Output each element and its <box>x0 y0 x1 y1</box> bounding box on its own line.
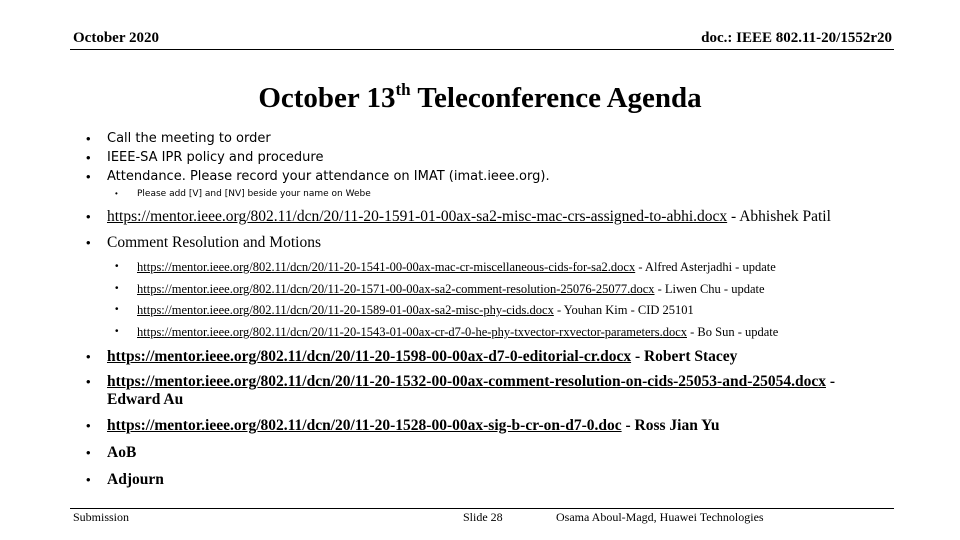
document-link[interactable]: https://mentor.ieee.org/802.11/dcn/20/11-20-1528-00-00ax-sig-b-cr-on-d7-0.doc <box>107 417 622 434</box>
agenda-item-text: Comment Resolution and Motions <box>107 234 321 251</box>
bullet-icon: • <box>86 235 91 250</box>
bullet-icon: • <box>115 326 119 337</box>
document-link[interactable]: https://mentor.ieee.org/802.11/dcn/20/11-20-1541-00-00ax-mac-cr-miscellaneous-cids-for-sa2.docx <box>137 260 636 274</box>
agenda-item-text: AoB <box>107 444 137 461</box>
agenda-item-text <box>137 282 765 297</box>
bullet-icon: • <box>86 150 91 165</box>
header-date: October 2020 <box>73 30 159 46</box>
bullet-icon: • <box>86 209 91 224</box>
presenter-label: - Edward Au <box>107 373 836 408</box>
footer-rule <box>70 508 894 509</box>
bullet-icon: • <box>115 283 119 294</box>
bullet-icon: • <box>115 261 119 272</box>
document-link[interactable]: https://mentor.ieee.org/802.11/dcn/20/11-20-1598-00-00ax-d7-0-editorial-cr.docx <box>107 348 632 365</box>
agenda-item-text <box>137 260 776 275</box>
agenda-item-text <box>107 348 737 366</box>
agenda-item-text <box>107 208 831 226</box>
agenda-item-text: Please add [V] and [NV] beside your name on Webe <box>137 189 371 199</box>
title-rest: Teleconference Agenda <box>410 82 702 114</box>
agenda-item-text <box>107 373 887 409</box>
bullet-icon: • <box>86 374 91 389</box>
presenter-label: - Bo Sun - update <box>687 325 779 339</box>
agenda-item-text: Adjourn <box>107 471 164 488</box>
bullet-icon: • <box>86 169 91 184</box>
footer-slide-number: Slide 28 <box>463 510 503 524</box>
document-link[interactable]: https://mentor.ieee.org/802.11/dcn/20/11-20-1571-00-00ax-sa2-comment-resolution-25076-25077.docx <box>137 282 655 296</box>
agenda-item-text <box>137 325 778 340</box>
presenter-label: - Liwen Chu - update <box>654 282 765 296</box>
bullet-icon: • <box>86 349 91 364</box>
footer-submission: Submission <box>73 510 130 524</box>
header-doc-id: doc.: IEEE 802.11-20/1552r20 <box>701 30 892 46</box>
title-main: October 13 <box>258 82 396 114</box>
bullet-icon: • <box>115 189 118 198</box>
presenter-label: - Robert Stacey <box>631 348 738 365</box>
bullet-icon: • <box>86 131 91 146</box>
presenter-label: - Alfred Asterjadhi - update <box>635 260 776 274</box>
agenda-item-text <box>137 303 694 318</box>
agenda-item-text <box>107 417 720 435</box>
bullet-icon: • <box>115 304 119 315</box>
header-rule <box>70 49 894 50</box>
document-link[interactable]: https://mentor.ieee.org/802.11/dcn/20/11-20-1589-01-00ax-sa2-misc-phy-cids.docx <box>137 303 554 317</box>
presenter-label: - Abhishek Patil <box>727 208 831 225</box>
document-link[interactable]: https://mentor.ieee.org/802.11/dcn/20/11-20-1532-00-00ax-comment-resolution-on-cids-25053-and-25054.docx <box>107 373 826 390</box>
slide-title <box>0 80 960 115</box>
document-link[interactable]: https://mentor.ieee.org/802.11/dcn/20/11-20-1543-01-00ax-cr-d7-0-he-phy-txvector-rxvector-parameters.docx <box>137 325 687 339</box>
agenda-item-text: IEEE-SA IPR policy and procedure <box>107 150 324 165</box>
presenter-label: - Ross Jian Yu <box>621 417 720 434</box>
presenter-label: - Youhan Kim - CID 25101 <box>553 303 694 317</box>
bullet-icon: • <box>86 418 91 433</box>
title-sup: th <box>395 80 411 99</box>
document-link[interactable]: https://mentor.ieee.org/802.11/dcn/20/11-20-1591-01-00ax-sa2-misc-mac-crs-assigned-to-abhi.docx <box>107 208 728 225</box>
agenda-item-text: Attendance. Please record your attendance on IMAT (imat.ieee.org). <box>107 169 550 184</box>
agenda-item-text: Call the meeting to order <box>107 131 271 146</box>
footer-author: Osama Aboul-Magd, Huawei Technologies <box>556 510 764 524</box>
bullet-icon: • <box>86 445 91 460</box>
bullet-icon: • <box>86 472 91 487</box>
